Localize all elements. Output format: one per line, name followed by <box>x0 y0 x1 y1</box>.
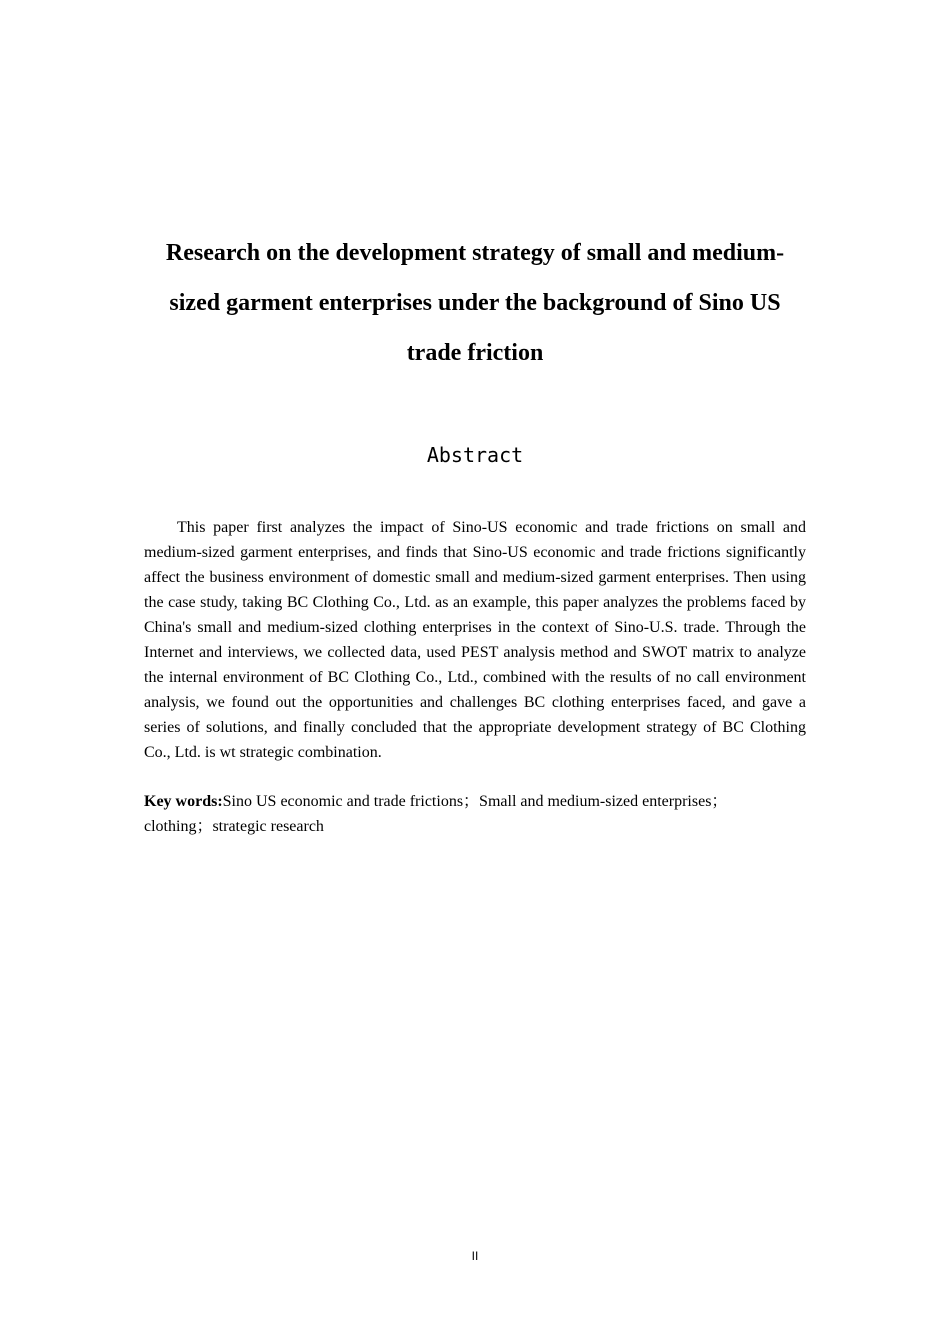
title-line-2: sized garment enterprises under the background of Sino US <box>169 290 781 316</box>
keywords-label: Key words: <box>144 793 223 810</box>
page-number: II <box>471 1249 479 1263</box>
keywords <box>144 789 806 839</box>
title-line-1: Research on the development strategy of small and medium- <box>165 240 785 266</box>
paper-title <box>0 228 950 378</box>
keywords-line-2: clothing；strategic research <box>144 818 324 835</box>
abstract-heading: Abstract <box>426 443 524 467</box>
keywords-line-1: Sino US economic and trade frictions；Small and medium-sized enterprises； <box>222 793 728 810</box>
abstract-body: This paper first analyzes the impact of Sino-US economic and trade frictions on small and medium-sized garment enterprises, and finds that Sino-US economic and trade frictions significantly affect the business environment of domestic small and medium-sized garment enterprises. Then using the case study, taking BC Clothing Co., Ltd. as an example, this paper analyzes the problems faced by China's small and medium-sized clothing enterprises in the context of Sino-U.S. trade. Through the Internet and interviews, we collected data, used PEST analysis method and SWOT matrix to analyze the internal environment of BC Clothing Co., Ltd., combined with the results of no call environment analysis, we found out the opportunities and challenges BC clothing enterprises faced, and gave a series of solutions, and finally concluded that the appropriate development strategy of BC Clothing Co., Ltd. is wt strategic combination. <box>144 519 806 761</box>
title-line-3: trade friction <box>406 340 544 366</box>
